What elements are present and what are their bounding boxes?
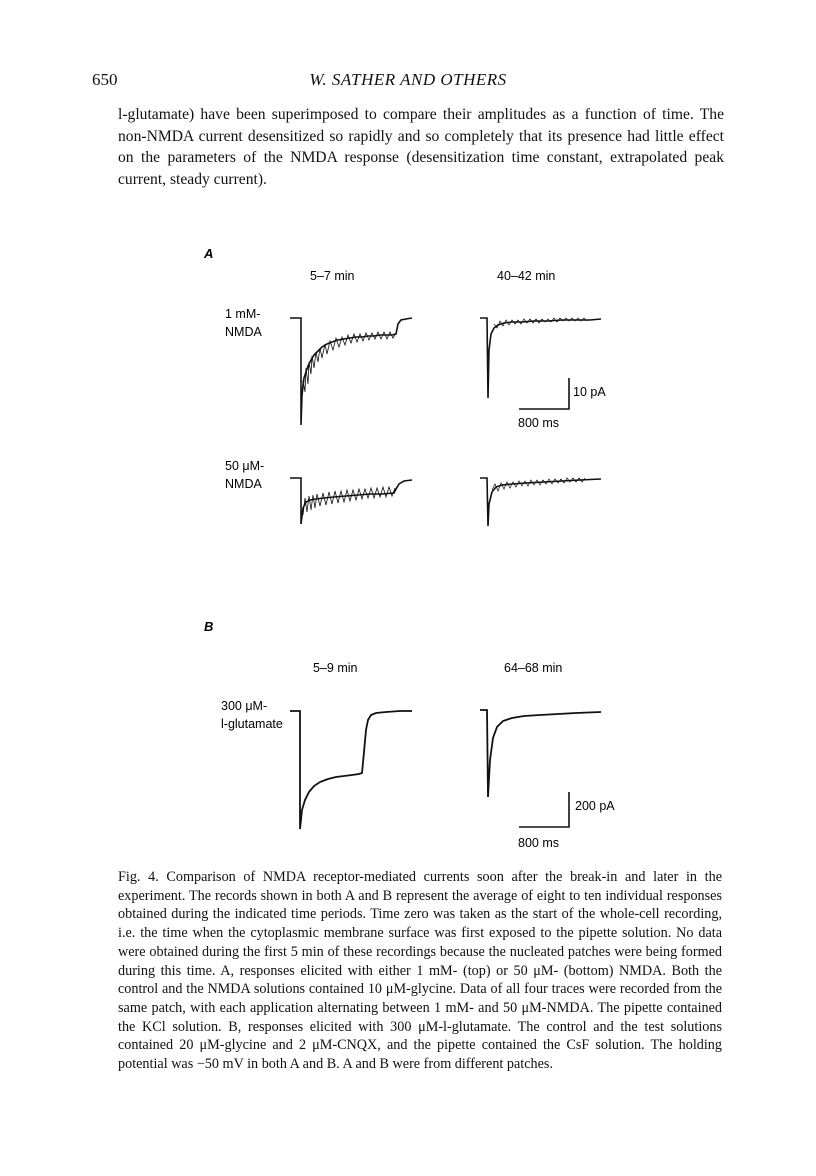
scale-a-y-label: 10 pA [573, 385, 606, 399]
trace-a-50um-late [480, 478, 601, 526]
figure-caption: Fig. 4. Comparison of NMDA receptor-mediated currents soon after the break-in and later in the experiment. The records shown in both A and B represent the average of eight to ten individual responses obtained during the indicated time periods. Time zero was taken as the start of the whole-cell recording, i.e. the time when the cytoplasmic membrane surface was first exposed to the pipette solution. No data were obtained during the first 5 min of these recordings because the nucleated patches were being formed during this time. A, responses elicited with either 1 mM- (top) or 50 μM- (bottom) NMDA. Both the control and the NMDA solutions contained 10 μM-glycine. Data of all four traces were recorded from the same patch, with each application alternating between 1 mM- and 50 μM-NMDA. The pipette contained the KCl solution. B, responses elicited with 300 μM-l-glutamate. The control and the test solutions contained 20 μM-glycine and 2 μM-CNQX, and the pipette contained the CsF solution. The holding potential was −50 mV in both A and B. A and B were from different patches. [118, 869, 722, 1073]
body-paragraph: l-glutamate) have been superimposed to compare their amplitudes as a function of time. The non-NMDA current desensitized so rapidly and so completely that its presence had little effect on the parameters of the NMDA response (desensitization time constant, extrapolated peak current, steady current). [118, 106, 724, 188]
panel-b-row-label-2: l-glutamate [221, 717, 283, 731]
scale-a-x-label: 800 ms [518, 416, 559, 430]
panel-b-row-label-1: 300 μM- [221, 699, 268, 713]
running-head: W. SATHER AND OTHERS [309, 70, 507, 89]
panel-a-letter: A [204, 246, 214, 261]
page-number: 650 [92, 70, 118, 89]
trace-a-1mm-late-noise [494, 318, 587, 328]
panel-a-time-right: 40–42 min [497, 269, 556, 283]
trace-a-50um-early-noise [303, 487, 395, 515]
panel-a-row2-label-1: 50 μM- [225, 459, 265, 473]
panel-a-time-left: 5–7 min [310, 269, 355, 283]
panel-a-row1-label-1: 1 mM- [225, 307, 261, 321]
panel-a-row2-label-2: NMDA [225, 477, 262, 491]
panel-b-letter: B [204, 619, 214, 634]
panel-b-time-left: 5–9 min [313, 661, 358, 675]
trace-a-1mm-early-noise [302, 332, 396, 400]
scale-b-x-label: 800 ms [518, 836, 559, 850]
panel-b-time-right: 64–68 min [504, 661, 563, 675]
panel-a-row1-label-2: NMDA [225, 325, 262, 339]
trace-b-early [290, 711, 412, 829]
scale-bar-b [519, 792, 569, 827]
scale-bar-a [519, 378, 569, 409]
trace-b-late [480, 710, 601, 797]
scale-b-y-label: 200 pA [575, 799, 615, 813]
